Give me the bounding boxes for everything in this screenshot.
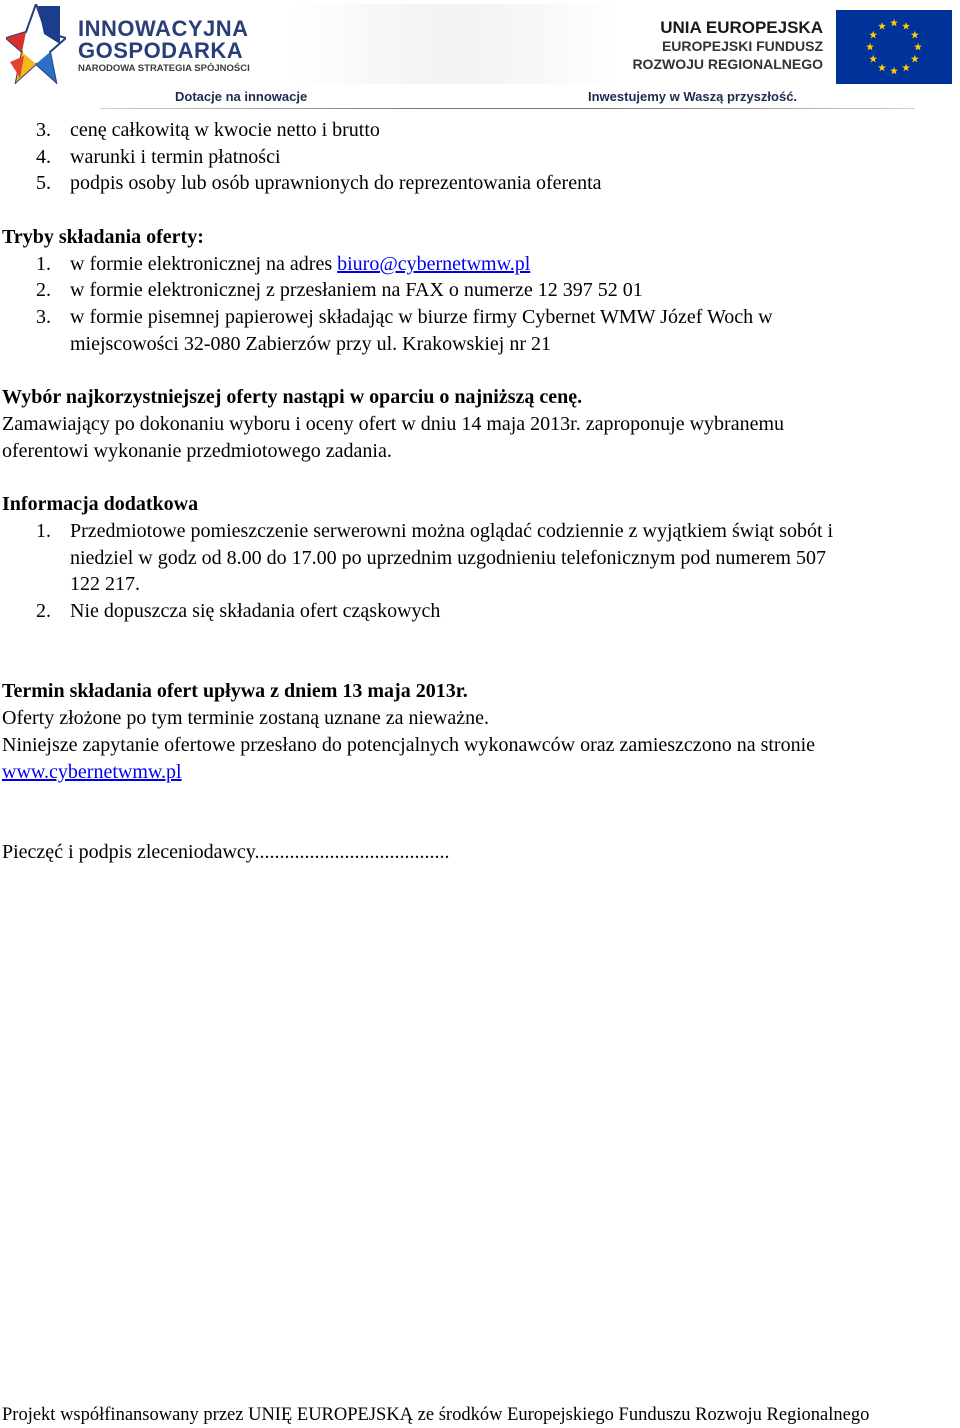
page-header bbox=[0, 0, 960, 112]
list-item: cenę całkowitą w kwocie netto i brutto bbox=[70, 119, 380, 141]
right-logo-line3: ROZWOJU REGIONALNEGO bbox=[632, 56, 823, 72]
left-logo-line1: INNOWACYJNA bbox=[78, 16, 249, 41]
list-item-number: 1. bbox=[36, 520, 51, 542]
list-item-number: 4. bbox=[36, 146, 51, 168]
selection-heading: Wybór najkorzystniejszej oferty nastąpi w oparciu o najniższą cenę. bbox=[2, 386, 583, 408]
list-item-continuation: niedziel w godz od 8.00 do 17.00 po uprzednim uzgodnieniu telefonicznym pod numerem 507 bbox=[70, 547, 826, 569]
deadline-text-line2: Niniejsze zapytanie ofertowe przesłano do potencjalnych wykonawców oraz zamieszczono na stronie bbox=[2, 734, 815, 756]
innowacyjna-gospodarka-logo-icon bbox=[6, 4, 66, 84]
signature-line: Pieczęć i podpis zleceniodawcy....................................... bbox=[2, 841, 450, 863]
deadline-text-line1: Oferty złożone po tym terminie zostaną uznane za nieważne. bbox=[2, 707, 490, 729]
list-item-number: 3. bbox=[36, 306, 51, 328]
mode-email-text: w formie elektronicznej na adres bbox=[70, 253, 338, 275]
list-item: Przedmiotowe pomieszczenie serwerowni można oglądać codziennie z wyjątkiem świąt sobót i bbox=[70, 520, 834, 542]
list-item: podpis osoby lub osób uprawnionych do reprezentowania oferenta bbox=[70, 172, 602, 194]
page-footer: Projekt współfinansowany przez UNIĘ EUROPEJSKĄ ze środków Europejskiego Funduszu Rozwoju Regionalnego bbox=[2, 1405, 870, 1425]
header-decorative-strip bbox=[290, 4, 620, 84]
modes-heading: Tryby składania oferty: bbox=[2, 226, 204, 248]
list-item-number: 5. bbox=[36, 172, 51, 194]
list-item-number: 1. bbox=[36, 253, 51, 275]
innowacyjna-gospodarka-wordmark bbox=[78, 18, 250, 76]
list-item bbox=[70, 251, 530, 277]
list-item-continuation: 122 217. bbox=[70, 573, 140, 595]
eu-flag-icon bbox=[836, 10, 952, 84]
list-item: Nie dopuszcza się składania ofert cząskowych bbox=[70, 600, 441, 622]
list-item-number: 3. bbox=[36, 119, 51, 141]
eu-wordmark bbox=[632, 18, 823, 73]
selection-text-line2: oferentowi wykonanie przedmiotowego zadania. bbox=[2, 440, 392, 462]
selection-text-line1: Zamawiający po dokonaniu wyboru i oceny ofert w dniu 14 maja 2013r. zaproponuje wybranemu bbox=[2, 413, 785, 435]
left-logo-line2: GOSPODARKA bbox=[78, 38, 244, 63]
additional-heading: Informacja dodatkowa bbox=[2, 493, 199, 515]
email-link[interactable]: biuro@cybernetwmw.pl bbox=[337, 253, 531, 275]
list-item: w formie pisemnej papierowej składając w biurze firmy Cybernet WMW Józef Woch w bbox=[70, 306, 773, 328]
list-item-continuation: miejscowości 32-080 Zabierzów przy ul. Krakowskiej nr 21 bbox=[70, 333, 551, 355]
list-item-number: 2. bbox=[36, 600, 51, 622]
right-tagline: Inwestujemy w Waszą przyszłość. bbox=[588, 89, 798, 104]
list-item: warunki i termin płatności bbox=[70, 146, 281, 168]
list-item: w formie elektronicznej z przesłaniem na FAX o numerze 12 397 52 01 bbox=[70, 279, 643, 301]
right-logo-line1: UNIA EUROPEJSKA bbox=[660, 18, 823, 37]
website-link[interactable]: www.cybernetwmw.pl bbox=[2, 761, 182, 783]
list-item-number: 2. bbox=[36, 279, 51, 301]
left-logo-line3: NARODOWA STRATEGIA SPÓJNOŚCI bbox=[78, 63, 250, 74]
right-logo-line2: EUROPEJSKI FUNDUSZ bbox=[661, 38, 823, 54]
left-tagline: Dotacje na innowacje bbox=[175, 89, 308, 104]
header-divider bbox=[100, 108, 915, 109]
deadline-heading: Termin składania ofert upływa z dniem 13 maja 2013r. bbox=[2, 680, 468, 702]
